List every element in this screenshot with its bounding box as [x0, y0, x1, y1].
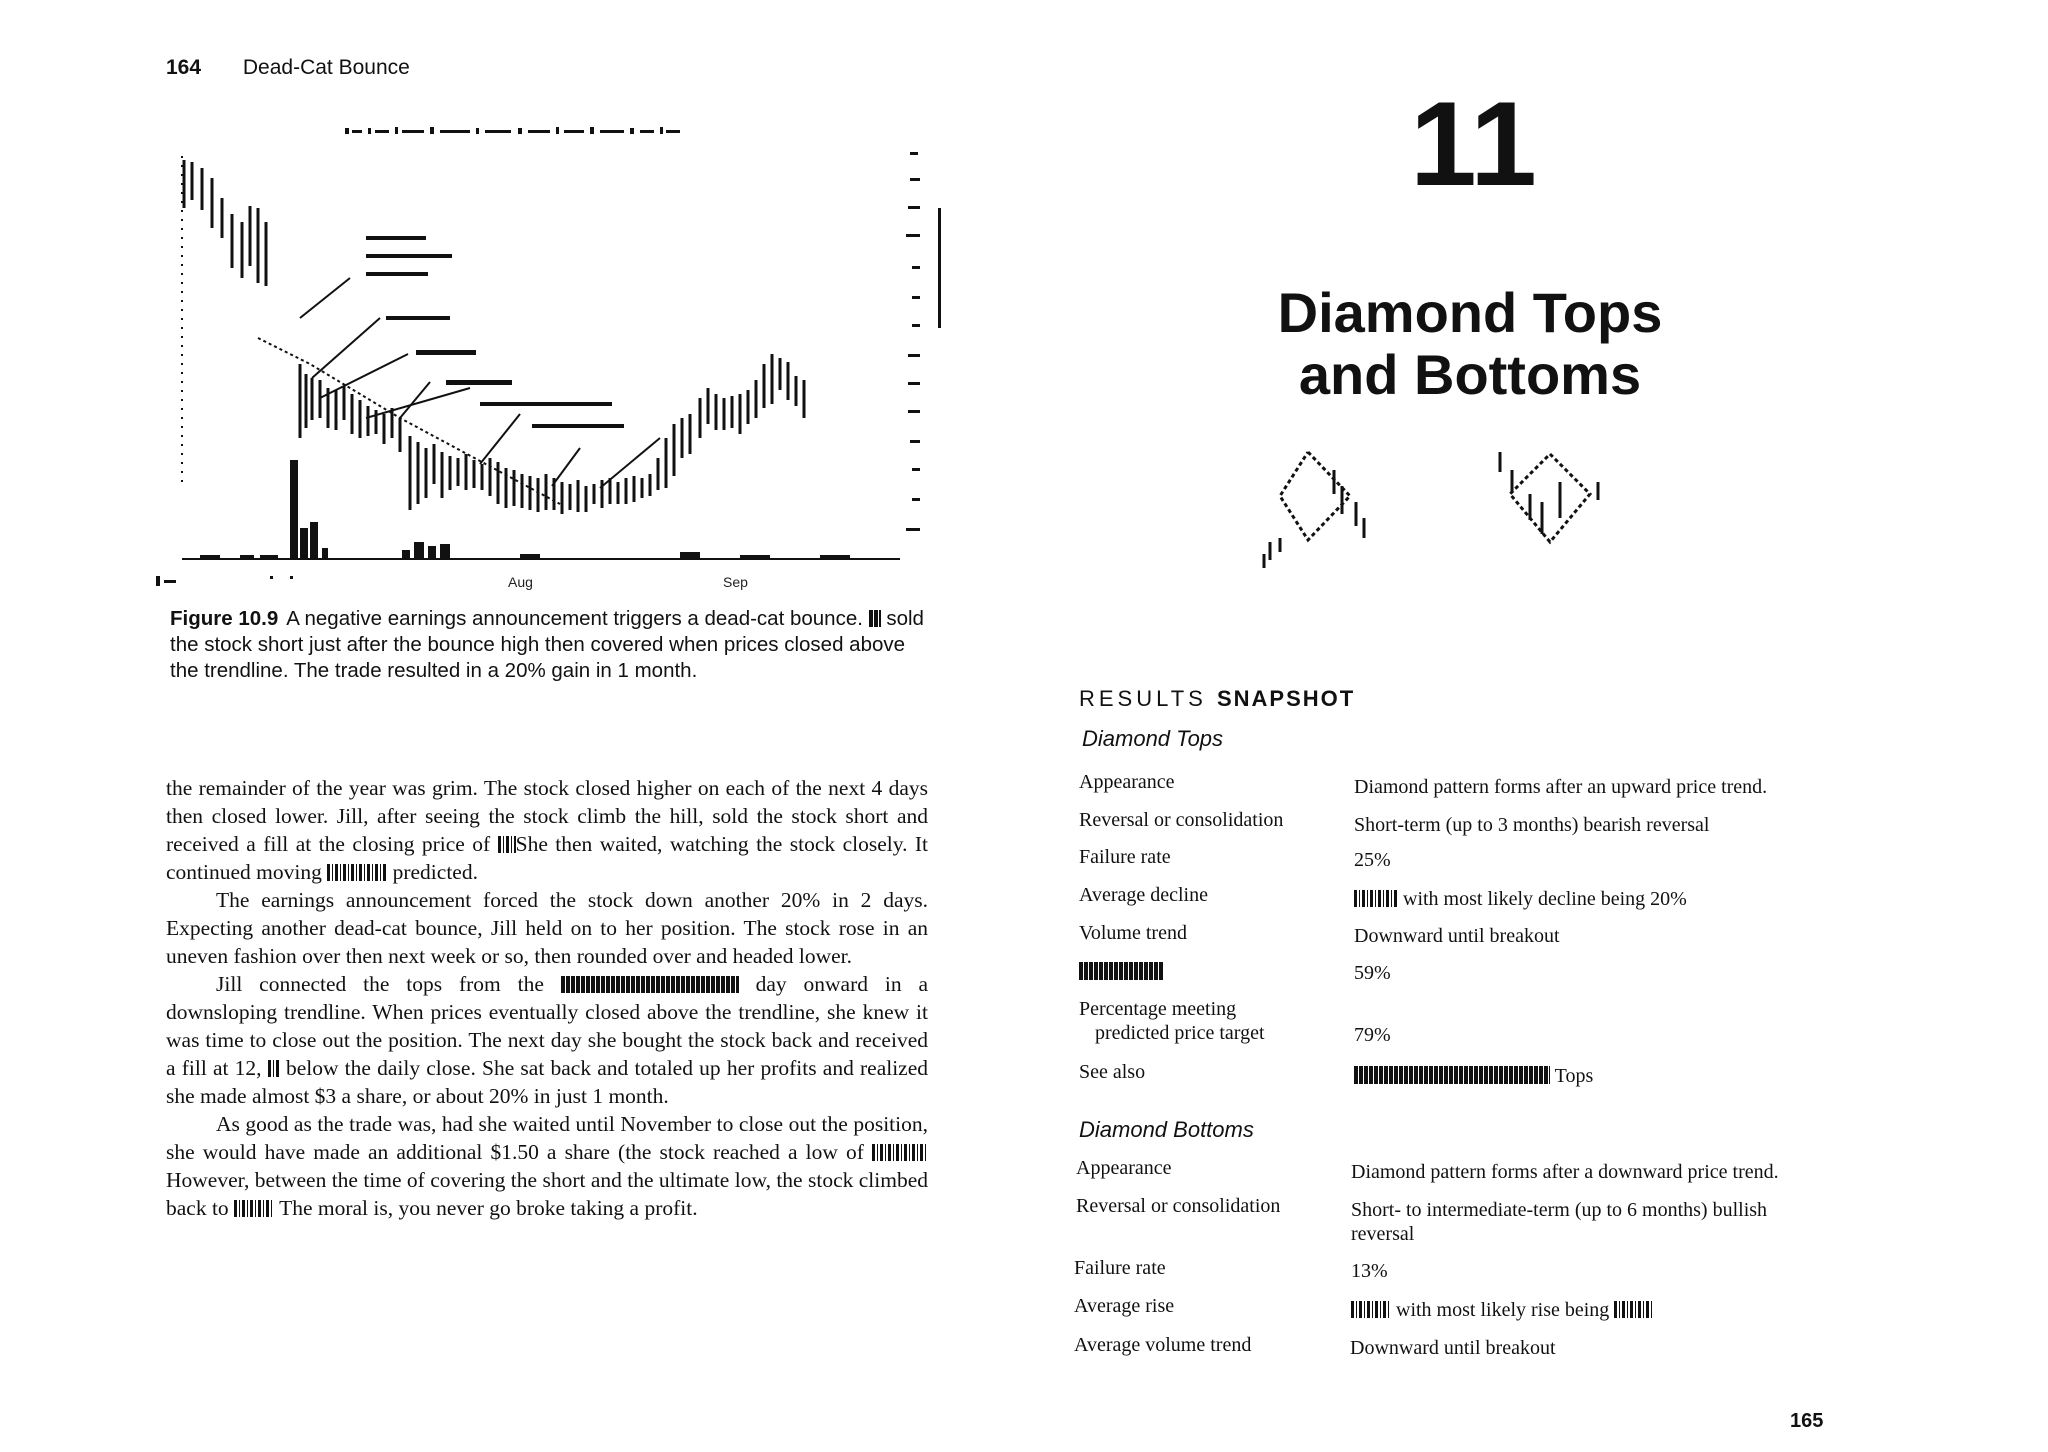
row-label: Reversal or consolidation [1079, 809, 1284, 831]
row-value: 25% [1354, 849, 1391, 871]
page-number-left: 164 [166, 56, 202, 79]
illegible-glyph [327, 864, 387, 881]
row-label: Failure rate [1074, 1257, 1166, 1279]
caption-text-cont: sold the stock short just after the bounce high then covered when prices closed above the trendline. The trade resulted in a 20% gain in 1 month. [170, 607, 924, 682]
row-value: Downward until breakout [1354, 925, 1560, 947]
volume-bars [200, 460, 850, 558]
paragraph-4: As good as the trade was, had she waited until November to close out the position, she would have made an additional $1.50 a share (the stock reached a low of However, between the time of covering the short and the ultimate low, the stock climbed back to The moral is, you never go broke taking a profit. [166, 1112, 928, 1220]
chapter-title-line-1: Diamond Tops [1277, 281, 1663, 344]
row-value: Diamond pattern forms after a downward price trend. [1351, 1161, 1779, 1183]
figure-label: Figure 10.9 [170, 607, 279, 630]
paragraph-1: the remainder of the year was grim. The stock closed higher on each of the next 4 days then closed lower. Jill, after seeing the stock climb the hill, sold the stock short and received a fill at the closing price of She then waited, watching the stock closely. It continued moving predicted. [166, 776, 929, 884]
illegible-glyph [498, 836, 516, 853]
illegible-glyph [1354, 890, 1398, 907]
diamond-tops-heading: Diamond Tops [1082, 726, 1224, 751]
page-number-right: 165 [1790, 1410, 1824, 1432]
row-label: Appearance [1076, 1157, 1172, 1179]
row-value: Short- to intermediate-term (up to 6 months) bullish reversal [1351, 1199, 1768, 1245]
annotation-labels-illegible [366, 236, 624, 428]
illegible-glyph [1351, 1301, 1391, 1318]
chapter-title-line-2: and Bottoms [1298, 343, 1642, 406]
right-axis-illegible [906, 152, 941, 531]
row-value: with most likely decline being 20% [1354, 887, 1874, 911]
row-label: Reversal or consolidation [1076, 1195, 1281, 1217]
row-value: 79% [1354, 1024, 1391, 1046]
illegible-glyph [869, 610, 881, 627]
diamond-pattern-illustration [1260, 442, 1660, 572]
row-label: Average rise [1074, 1295, 1175, 1317]
x-tick-illegible [156, 576, 293, 586]
x-tick-aug: Aug [508, 574, 533, 590]
stock-chart-figure [140, 118, 980, 598]
illegible-glyph [561, 976, 739, 993]
chapter-title [1180, 282, 1760, 406]
illegible-glyph [1079, 962, 1163, 980]
row-value: 59% [1354, 962, 1391, 984]
illegible-glyph [872, 1144, 928, 1161]
x-tick-sep: Sep [723, 574, 748, 590]
paragraph-2: The earnings announcement forced the stock down another 20% in 2 days. Expecting another dead-cat bounce, Jill held on to her position. The stock rose in an uneven fashion over then next week or so, then rounded over and headed lower. [166, 888, 928, 968]
results-snapshot-heading: RESULTS SNAPSHOT [1079, 686, 1356, 711]
paragraph-3: Jill connected the tops from the day onward in a downsloping trendline. When prices eventually closed above the trendline, she knew it was time to close out the position. The next day she bought the stock back and received a fill at 12, below the daily close. She sat back and totaled up her profits and realized she made almost $3 a share, or about 20% in just 1 month. [166, 972, 929, 1108]
running-head-title: Dead-Cat Bounce [242, 56, 410, 79]
row-value: 13% [1351, 1260, 1388, 1282]
row-value: Downward until breakout [1350, 1337, 1556, 1359]
row-value: Diamond pattern forms after an upward price trend. [1354, 776, 1768, 798]
body-text [166, 774, 928, 1222]
row-label: Average volume trend [1074, 1334, 1252, 1356]
row-label: Percentage meeting predicted price target [1079, 998, 1265, 1044]
row-label: Average decline [1079, 884, 1208, 906]
caption-text: A negative earnings announcement triggers a dead-cat bounce. [286, 607, 863, 630]
row-label: Appearance [1079, 771, 1175, 793]
illegible-glyph [234, 1200, 274, 1217]
chart-title-illegible [345, 127, 680, 134]
row-label: Failure rate [1079, 846, 1171, 868]
price-bars [184, 160, 804, 514]
illegible-glyph [268, 1060, 280, 1077]
row-label: See also [1079, 1061, 1146, 1083]
chapter-number: 11 [1410, 77, 1537, 211]
row-value: with most likely rise being [1351, 1298, 1871, 1322]
row-value: Short-term (up to 3 months) bearish reversal [1354, 814, 1710, 836]
figure-caption [170, 606, 930, 684]
illegible-glyph [1614, 1301, 1652, 1318]
running-header [166, 56, 410, 80]
row-label-illegible [1079, 960, 1369, 984]
diamond-bottoms-heading: Diamond Bottoms [1079, 1117, 1254, 1142]
row-value: Tops [1354, 1064, 1874, 1088]
row-label: Volume trend [1079, 922, 1187, 944]
illegible-glyph [1354, 1066, 1550, 1084]
